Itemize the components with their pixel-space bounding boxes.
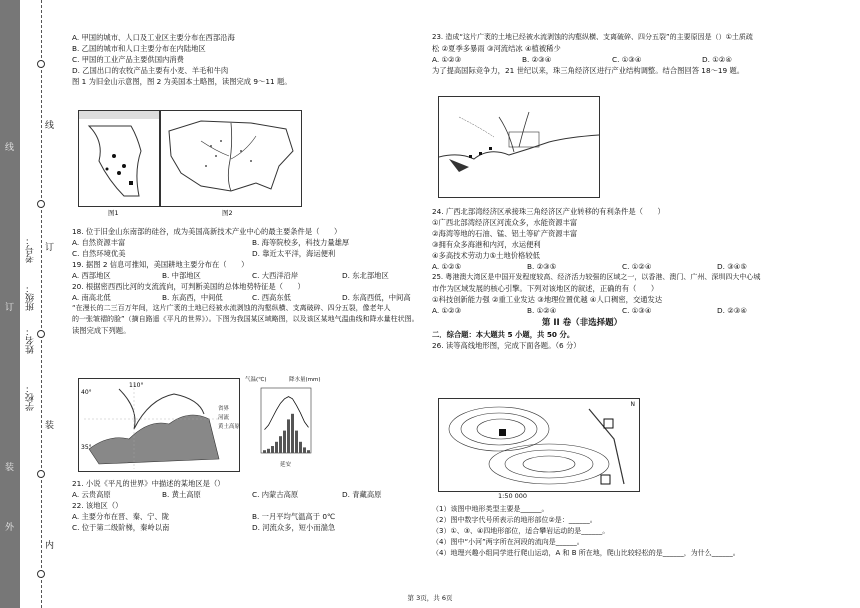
q24-item-2: ②海湾等地的石油、锰、铝土等矿产资源丰富 — [432, 229, 578, 238]
lizhuang-marker — [604, 419, 613, 428]
q25-stem-2: 市作为区域发展的核心引擎。下列对该地区的叙述，正确的有（ ） — [432, 284, 659, 293]
opt-b-prev: B. 乙国的城市和人口主要分布在内陆地区 — [72, 44, 206, 53]
q20-stem: 20. 根据密西西比河的支流流向，可判断美国的总体地势特征是（ ） — [72, 282, 305, 291]
q25-option-c[interactable]: C. ①③④ — [622, 306, 652, 315]
site-a-marker — [499, 429, 506, 436]
climate-chart-svg — [245, 378, 325, 468]
q26-subquestions — [432, 504, 842, 559]
precip-bar — [303, 447, 306, 453]
q18-options-row2 — [72, 248, 417, 259]
q21-option-c[interactable]: C. 内蒙古高原 — [252, 490, 299, 499]
q20-option-c[interactable]: C. 西高东低 — [252, 293, 291, 302]
q19-options — [72, 270, 417, 281]
q26-part-3: （3）①、③、④四地形部位，适合攀岩运动的是______。 — [432, 527, 610, 535]
q26-stem: 26. 读等高线地形图，完成下面各题。（6 分） — [432, 341, 581, 350]
climate-temp-axis: 气温(℃) — [245, 377, 267, 383]
lat-35: 35° — [81, 444, 92, 451]
q20-option-d[interactable]: D. 东高西低，中间高 — [342, 293, 411, 302]
punch-hole — [37, 60, 45, 68]
q24-option-d[interactable]: D. ③④⑤ — [717, 262, 747, 271]
bind-mark-ding2: 订 — [45, 243, 55, 253]
q19-option-b[interactable]: B. 中部地区 — [162, 271, 201, 280]
punch-hole — [37, 570, 45, 578]
opt-d-prev: D. 乙国出口的农牧产品主要有小麦、羊毛和牛肉 — [72, 66, 229, 75]
bind-mark-zhuang2: 装 — [45, 421, 55, 431]
q19-option-a[interactable]: A. 西部地区 — [72, 271, 111, 280]
q18-options-row1 — [72, 237, 417, 248]
q18-stem: 18. 位于旧金山东南部的硅谷，成为美国高新技术产业中心的最主要条件是（ ） — [72, 227, 342, 236]
q26-part-4: （4）图中“小河”两字所在河段的流向是______。 — [432, 538, 584, 546]
q24-item-1: ①广西北部湾经济区河流众多，水能资源丰富 — [432, 218, 578, 227]
lon-110: 110° — [129, 382, 144, 389]
topo-scale: 1:50 000 — [498, 492, 528, 500]
precip-bar — [287, 419, 290, 453]
q22-options-row2 — [72, 522, 417, 533]
q22-option-a[interactable]: A. 主要分布在晋、秦、宁、陇 — [72, 512, 170, 521]
precip-bar — [291, 414, 294, 453]
passage-line-3: 读图完成下列题。 — [72, 326, 131, 335]
bind-mark-xian2: 线 — [45, 121, 55, 131]
id-label: 考号： — [26, 236, 36, 263]
q25-option-d[interactable]: D. ②③④ — [717, 306, 747, 315]
intro-figures: 图 1 为旧金山示意图，图 2 为美国本土略图，读图完成 9～11 题。 — [72, 77, 292, 86]
precip-bar — [267, 449, 270, 453]
q26-part-1: （1）该图中地形类型主要是______。 — [432, 505, 549, 513]
q21-option-a[interactable]: A. 云贵高原 — [72, 490, 111, 499]
binding-strip — [0, 0, 58, 608]
q18-option-b[interactable]: B. 海等院校多，科技力量雄厚 — [252, 238, 350, 247]
climate-chart — [245, 378, 325, 468]
q24-option-c[interactable]: C. ①②④ — [622, 262, 652, 271]
q19-option-c[interactable]: C. 大西洋沿岸 — [252, 271, 299, 280]
legend-province: 省界 — [218, 406, 230, 412]
name-label: 姓名： — [26, 327, 36, 354]
q25-options — [432, 305, 842, 316]
legend-river: 河流 — [218, 415, 230, 421]
left-questions-21-22 — [72, 478, 417, 533]
q24-stem: 24. 广西北部湾经济区承接珠三角经济区产业转移的有利条件是（ ） — [432, 207, 665, 216]
q23-option-c[interactable]: C. ①③④ — [612, 55, 642, 64]
q20-option-a[interactable]: A. 南高北低 — [72, 293, 111, 302]
punch-hole — [37, 200, 45, 208]
q20-option-b[interactable]: B. 东高西，中间低 — [162, 293, 223, 302]
bind-mark-nei: 内 — [45, 541, 55, 551]
q25-option-b[interactable]: B. ①②④ — [527, 306, 557, 315]
figure-2-caption: 图2 — [222, 209, 233, 217]
q23-option-d[interactable]: D. ①②④ — [702, 55, 732, 64]
lat-40: 40° — [81, 389, 92, 396]
map-legend — [218, 405, 240, 432]
q22-option-b[interactable]: B. 一月平均气温高于 0℃ — [252, 512, 336, 521]
q24-option-b[interactable]: B. ②③⑤ — [527, 262, 557, 271]
bind-mark-xian: 线 — [5, 143, 15, 153]
q22-option-c[interactable]: C. 位于第二级阶梯，秦岭以南 — [72, 523, 170, 532]
q24-option-a[interactable]: A. ①②⑤ — [432, 262, 462, 271]
precip-bar — [299, 442, 302, 453]
passage-line-1: “在漫长的二三百万年间，这片广袤的土地已经被水流剥蚀的沟壑纵横、支离破碎、四分五裂，像老年人 — [72, 304, 391, 312]
punch-hole — [37, 470, 45, 478]
legend-loess: 黄土高原 — [218, 424, 241, 430]
cut-line — [41, 0, 42, 608]
q24-item-4: ④多高技术劳动力⑤土地价格较低 — [432, 251, 540, 260]
right-questions-24-25 — [432, 206, 842, 351]
climate-precip-axis: 降水量(mm) — [289, 377, 321, 383]
precip-bar — [263, 450, 266, 453]
bind-mark-zhuang: 装 — [5, 463, 15, 473]
pearl-delta-map — [438, 96, 600, 198]
q25-option-a[interactable]: A. ①②③ — [432, 306, 462, 315]
site-b-marker — [601, 475, 610, 484]
bind-mark-ding: 订 — [5, 303, 15, 313]
q24-options — [432, 261, 842, 272]
right-column-top — [432, 32, 842, 76]
q18-option-a[interactable]: A. 自然资源丰富 — [72, 238, 126, 247]
q23-options — [432, 54, 842, 65]
q21-option-b[interactable]: B. 黄土高原 — [162, 490, 201, 499]
punch-hole — [37, 330, 45, 338]
north-arrow-label: N — [630, 401, 635, 408]
q21-option-d[interactable]: D. 青藏高原 — [342, 490, 382, 499]
class-label: 班级： — [26, 284, 36, 311]
page-footer: 第 3页，共 6页 — [407, 594, 453, 602]
figure-1-caption: 图1 — [108, 209, 119, 217]
q18-option-d[interactable]: D. 靠近太平洋，海运便利 — [252, 249, 336, 258]
q21-options — [72, 489, 417, 500]
climate-caption: 延安 — [280, 462, 292, 468]
precip-bar — [279, 436, 282, 453]
q23-option-b[interactable]: B. ②③④ — [522, 55, 552, 64]
opt-c-prev: C. 甲国的工业产品主要供国内消费 — [72, 55, 184, 64]
precip-bar — [307, 450, 310, 453]
q25-stem-1: 25. 粤港澳大湾区是中国开发程度较高、经济活力较强的区域之一，以香港、澳门、广州、深圳四大中心城 — [432, 273, 761, 281]
q24-item-3: ③拥有众多海港和内河，水运便利 — [432, 240, 541, 249]
q22-options-row1 — [72, 511, 417, 522]
section-2-title: 第 II 卷（非选择题） — [541, 318, 623, 328]
q23-stem-2: 松 ②夏季多暴雨 ③河流结冰 ④植被稀少 — [432, 44, 561, 53]
precip-bar — [283, 431, 286, 453]
q22-option-d[interactable]: D. 河流众多，短小而湍急 — [252, 523, 336, 532]
q26-part-2: （2）图中数字代号所表示的地形部位②是：______。 — [432, 516, 597, 524]
precip-bar — [275, 442, 278, 453]
part-2-heading: 二．综合题：本大题共 5 小题，共 50 分。 — [432, 330, 575, 339]
q22-stem: 22. 该地区（） — [72, 501, 123, 510]
intro-pearl-delta: 为了提高国际竞争力，21 世纪以来，珠三角经济区进行产业结构调整。结合图回答 18～19 题。 — [432, 66, 745, 75]
q19-stem: 19. 据图 2 信息可推知，美国耕地主要分布在（ ） — [72, 260, 249, 269]
figure-1-san-francisco-map — [78, 110, 160, 207]
loess-region-map — [78, 378, 240, 472]
passage-line-2: 的一张皱褶的脸”（摘自路遥《平凡的世界》）。下图为我国某区域略图，以及该区某地气温曲线和降水量柱状图。 — [72, 315, 419, 323]
bind-mark-wai: 外 — [5, 523, 15, 533]
q20-options — [72, 292, 417, 303]
left-questions-18-20 — [72, 226, 417, 336]
school-label: 学校： — [26, 384, 36, 411]
q19-option-d[interactable]: D. 东北部地区 — [342, 271, 389, 280]
left-column — [72, 32, 417, 87]
q18-option-c[interactable]: C. 自然环境优美 — [72, 249, 126, 258]
temperature-curve — [265, 397, 309, 430]
q25-items: ①科技创新能力强 ②重工业发达 ③地理位置优越 ④人口稠密，交通发达 — [432, 295, 663, 304]
figure-2-usa-map — [160, 110, 302, 207]
q23-stem: 23. 造成“这片广袤的土地已经被水流剥蚀的沟壑纵横、支离破碎、四分五裂”的主要原因是（）①土质疏 — [432, 33, 753, 41]
q26-part-5: （4）地理兴趣小组同学进行爬山运动，A 和 B 所在地，爬山比较轻松的是______，为什么______。 — [432, 549, 740, 557]
opt-a-prev: A. 甲国的城市、人口及工业区主要分布在西部沿海 — [72, 33, 235, 42]
precip-bar — [271, 446, 274, 453]
q21-stem: 21. 小说《平凡的世界》中描述的某地区是（） — [72, 479, 225, 488]
topographic-map — [438, 398, 640, 492]
precip-bar — [295, 431, 298, 453]
q23-option-a[interactable]: A. ①②③ — [432, 55, 462, 64]
